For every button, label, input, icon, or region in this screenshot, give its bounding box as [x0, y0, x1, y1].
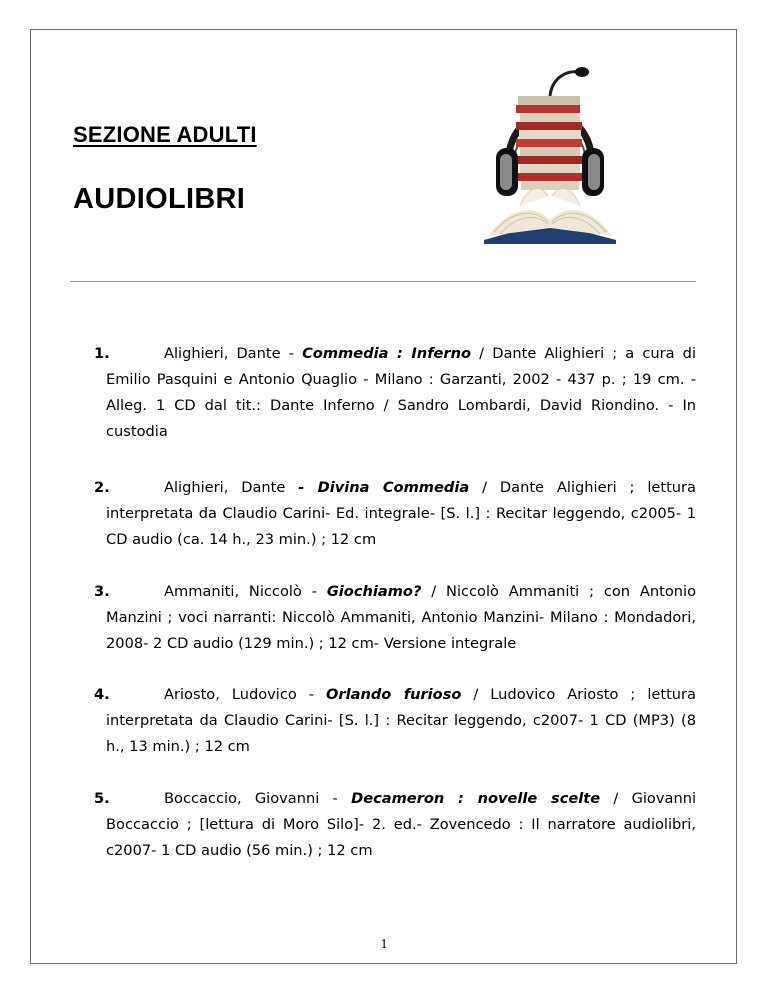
list-item	[73, 579, 696, 657]
entry-title: Commedia : Inferno	[302, 345, 472, 362]
entry-details: / Ludovico Ariosto ; lettura interpretata da Claudio Carini- [S. l.] : Recitar leggendo, c2007- 1 CD (MP3) (8 h., 13 min.) ; 12 cm	[106, 686, 696, 755]
section-title: SEZIONE ADULTI	[73, 122, 257, 147]
list-item	[73, 341, 696, 445]
headphones-books-icon	[480, 56, 620, 244]
entry-author: Boccaccio, Giovanni -	[164, 790, 352, 807]
entry-title: Orlando furioso	[326, 686, 462, 703]
divider	[70, 281, 696, 282]
entry-number: 5.	[94, 790, 110, 807]
entry-number: 3.	[94, 583, 110, 600]
entry-title: Decameron : novelle scelte	[351, 790, 601, 807]
entry-author: Ammaniti, Niccolò -	[164, 583, 327, 600]
entry-text	[106, 341, 696, 445]
page-number: 1	[380, 937, 388, 952]
list-item	[73, 475, 696, 553]
main-title: AUDIOLIBRI	[73, 183, 246, 215]
entry-text	[106, 579, 696, 657]
entry-details: / Dante Alighieri ; a cura di Emilio Pasquini e Antonio Quaglio - Milano : Garzanti, 2002 - 437 p. ; 19 cm. - Alleg. 1 CD dal tit.: Dante Inferno / Sandro Lombardi, David Riondino. - In custodia	[106, 345, 696, 440]
entry-number: 1.	[94, 345, 110, 362]
entry-title: Giochiamo?	[326, 583, 422, 600]
entry-text	[106, 475, 696, 553]
list-item	[73, 786, 696, 864]
entry-details: / Niccolò Ammaniti ; con Antonio Manzini ; voci narranti: Niccolò Ammaniti, Antonio Manzini- Milano : Mondadori, 2008- 2 CD audio (129 min.) ; 12 cm- Versione integrale	[106, 583, 696, 652]
entry-text	[106, 786, 696, 864]
entry-title: - Divina Commedia	[298, 479, 470, 496]
entry-number: 2.	[94, 479, 110, 496]
entry-number: 4.	[94, 686, 110, 703]
list-item	[73, 682, 696, 760]
entry-details: / Giovanni Boccaccio ; [lettura di Moro Silo]- 2. ed.- Zovencedo : Il narratore audiolibri, c2007- 1 CD audio (56 min.) ; 12 cm	[106, 790, 696, 859]
entry-author: Ariosto, Ludovico -	[164, 686, 327, 703]
entry-author: Alighieri, Dante	[164, 479, 299, 496]
entry-author: Alighieri, Dante -	[164, 345, 303, 362]
entry-text	[106, 682, 696, 760]
entry-details: / Dante Alighieri ; lettura interpretata da Claudio Carini- Ed. integrale- [S. l.] : Recitar leggendo, c2005- 1 CD audio (ca. 14 h., 23 min.) ; 12 cm	[106, 479, 696, 548]
